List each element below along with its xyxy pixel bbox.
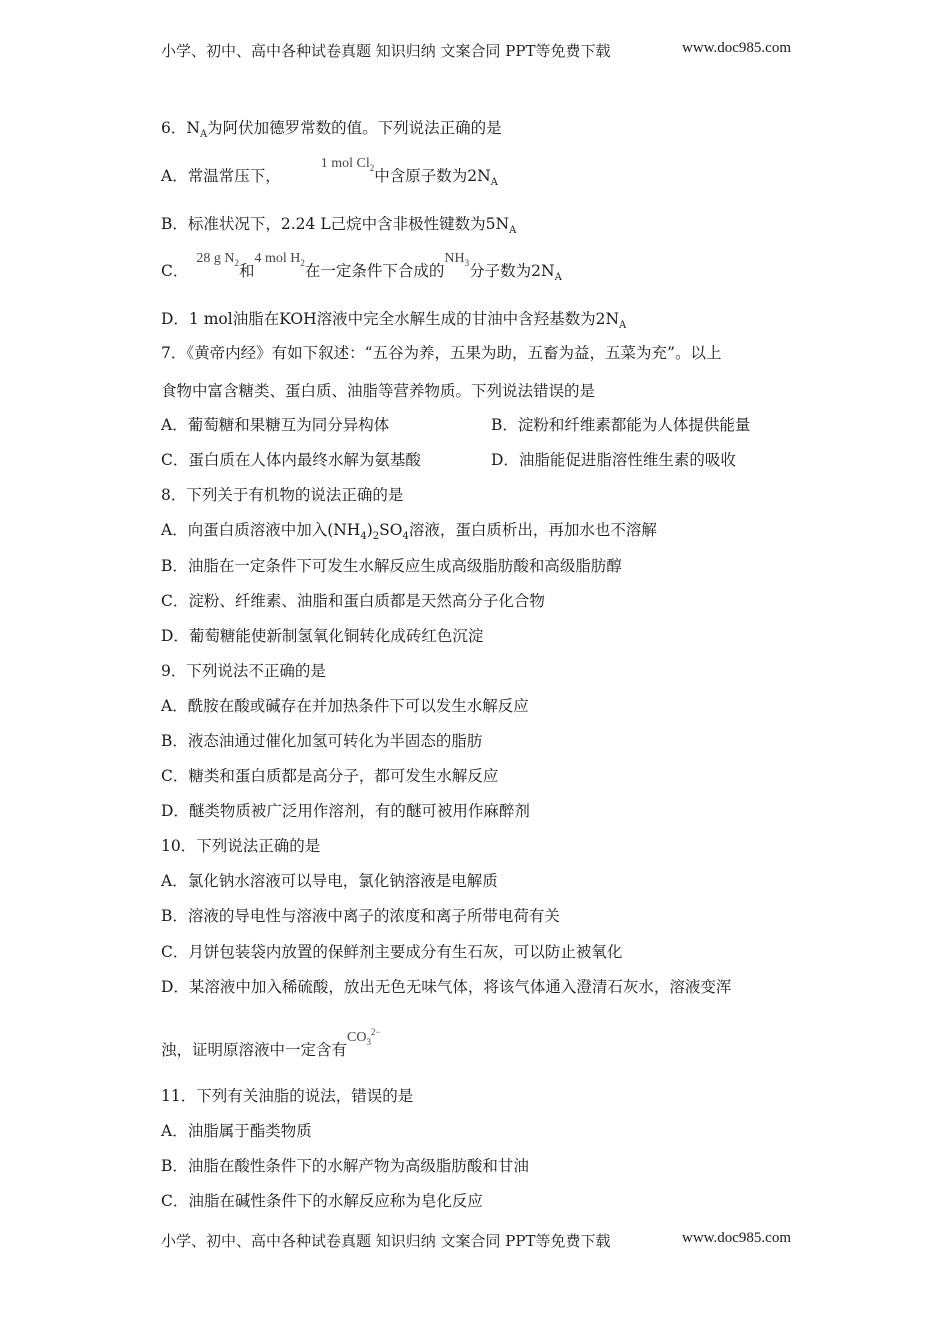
q10-option-a: A．氯化钠水溶液可以导电，氯化钠溶液是电解质 [161,872,498,890]
q7-stem-line2: 食物中富含糖类、蛋白质、油脂等营养物质。下列说法错误的是 [161,382,596,400]
q6-option-d: D．1 mol油脂在KOH溶液中完全水解生成的甘油中含羟基数为$2N_A$ [161,310,627,331]
q6-a-formula: 1 mol $Cl_2$ [320,156,375,173]
page-footer [161,1230,791,1254]
q10-option-b: B．溶液的导电性与溶液中离子的浓度和离子所带电荷有关 [161,907,560,925]
q8-option-c: C．淀粉、纤维素、油脂和蛋白质都是天然高分子化合物 [161,592,545,610]
q6-c-formula-3: $NH_3$ [444,251,470,268]
q6-stem: 6．$N_A$为阿伏加德罗常数的值。下列说法正确的是 [161,119,502,140]
q9-option-b: B．液态油通过催化加氢可转化为半固态的脂肪 [161,732,483,750]
q7-stem-line1: 7．《黄帝内经》有如下叙述：“五谷为养，五果为助，五畜为益，五菜为充”。以上 [161,344,722,362]
q9-option-c: C．糖类和蛋白质都是高分子，都可发生水解反应 [161,767,499,785]
q9-stem: 9．下列说法不正确的是 [161,662,326,680]
q10-option-c: C．月饼包装袋内放置的保鲜剂主要成分有生石灰，可以防止被氧化 [161,943,623,961]
q9-option-a: A．酰胺在酸或碱存在并加热条件下可以发生水解反应 [161,697,529,715]
footer-website: www.doc985.com [681,1230,791,1246]
page-header [161,40,791,64]
header-website: www.doc985.com [681,40,791,56]
q6-option-a: A．常温常压下，1 mol $Cl_2$中含原子数为$2N_A$ [161,156,498,188]
q7-option-b: B．淀粉和纤维素都能为人体提供能量 [491,416,751,434]
q8-option-a: A．向蛋白质溶液中加入$(NH_4)_2SO_4$溶液，蛋白质析出，再加水也不溶解 [161,521,657,542]
q11-option-b: B．油脂在酸性条件下的水解产物为高级脂肪酸和甘油 [161,1157,529,1175]
q6-option-b: B．标准状况下，2.24 L己烷中含非极性键数为$5N_A$ [161,215,517,236]
q8-stem: 8．下列关于有机物的说法正确的是 [161,486,404,504]
header-left-text: 小学、初中、高中各种试卷真题 知识归纳 文案合同 PPT等免费下载 [161,42,611,60]
q11-option-c: C．油脂在碱性条件下的水解反应称为皂化反应 [161,1192,483,1210]
footer-left-text: 小学、初中、高中各种试卷真题 知识归纳 文案合同 PPT等免费下载 [161,1232,611,1250]
q7-option-d: D．油脂能促进脂溶性维生素的吸收 [491,451,736,469]
q7-option-c: C．蛋白质在人体内最终水解为氨基酸 [161,451,421,469]
q10-option-d-line2: 浊，证明原溶液中一定含有$CO_3^{2-}$ [161,1027,381,1059]
q11-stem: 11．下列有关油脂的说法，错误的是 [161,1087,414,1105]
q11-option-a: A．油脂属于酯类物质 [161,1122,312,1140]
q10-option-d-line1: D．某溶液中加入稀硫酸，放出无色无味气体，将该气体通入澄清石灰水，溶液变浑 [161,978,732,996]
q10-stem: 10．下列说法正确的是 [161,837,321,855]
q7-option-a: A．葡萄糖和果糖互为同分异构体 [161,416,390,434]
q8-option-d: D．葡萄糖能使新制氢氧化铜转化成砖红色沉淀 [161,627,484,645]
q6-c-formula-2: 4 mol $H_2$ [254,251,305,268]
q9-option-d: D．醚类物质被广泛用作溶剂，有的醚可被用作麻醉剂 [161,802,530,820]
q8-option-b: B．油脂在一定条件下可发生水解反应生成高级脂肪酸和高级脂肪醇 [161,557,622,575]
q10-carbonate-formula: $CO_3^{2-}$ [347,1027,381,1047]
q6-option-c: C．28 g $N_2$和4 mol $H_2$在一定条件下合成的$NH_3$分子数为$2N_A$ [161,251,562,283]
q6-c-formula-1: 28 g $N_2$ [196,251,239,268]
